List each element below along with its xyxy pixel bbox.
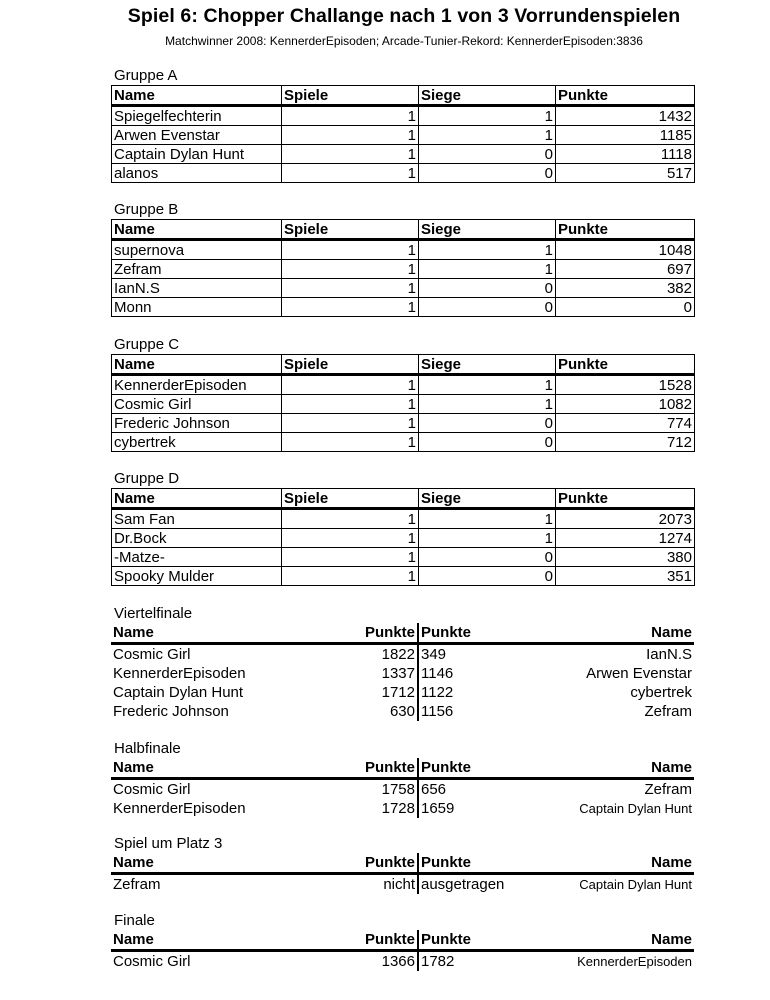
player-name: IanN.S <box>112 279 282 298</box>
header-name-right: Name <box>555 758 694 779</box>
player-left-name: KennerderEpisoden <box>113 800 246 817</box>
games-value: 1 <box>282 395 419 414</box>
group-section <box>111 336 694 452</box>
group-label: Gruppe C <box>114 336 180 353</box>
knockout-table <box>111 930 694 971</box>
points-value: 2073 <box>556 509 695 529</box>
wins-value: 1 <box>419 509 556 529</box>
group-header-row <box>112 489 695 509</box>
player-name: alanos <box>112 164 282 183</box>
header-name-left: Name <box>111 623 281 644</box>
wins-value: 1 <box>419 395 556 414</box>
wins-value: 1 <box>419 240 556 260</box>
header-points: Punkte <box>556 355 695 375</box>
player-name: KennerderEpisoden <box>112 375 282 395</box>
player-right-points: ausgetragen <box>421 876 505 893</box>
header-name-left: Name <box>111 930 281 951</box>
player-left-points: 1337 <box>281 664 418 683</box>
player-name: Spiegelfechterin <box>112 106 282 126</box>
player-right-name: Zefram <box>644 703 692 720</box>
wins-value: 1 <box>419 126 556 145</box>
points-value: 697 <box>556 260 695 279</box>
wins-value: 0 <box>419 145 556 164</box>
player-name: Sam Fan <box>112 509 282 529</box>
group-header-row <box>112 220 695 240</box>
player-right-name: cybertrek <box>630 684 692 701</box>
player-left-points: 1728 <box>281 799 418 818</box>
player-name: Captain Dylan Hunt <box>112 145 282 164</box>
points-value: 0 <box>556 298 695 317</box>
match-row <box>111 951 694 972</box>
header-wins: Siege <box>419 220 556 240</box>
games-value: 1 <box>282 567 419 586</box>
player-right-name: Captain Dylan Hunt <box>579 877 692 892</box>
match-row <box>111 683 694 702</box>
table-row <box>112 529 695 548</box>
player-left-name: Cosmic Girl <box>113 781 191 798</box>
games-value: 1 <box>282 106 419 126</box>
player-name: Cosmic Girl <box>112 395 282 414</box>
header-points-right: Punkte <box>418 623 555 644</box>
knockout-section <box>111 605 694 721</box>
header-name-left: Name <box>111 853 281 874</box>
header-points-left: Punkte <box>281 623 418 644</box>
match-row <box>111 664 694 683</box>
group-table <box>111 354 695 452</box>
table-row <box>112 414 695 433</box>
wins-value: 0 <box>419 567 556 586</box>
header-name: Name <box>112 220 282 240</box>
header-name: Name <box>112 489 282 509</box>
games-value: 1 <box>282 529 419 548</box>
match-row <box>111 874 694 895</box>
header-points-left: Punkte <box>281 758 418 779</box>
player-name: Zefram <box>112 260 282 279</box>
knockout-header-row <box>111 853 694 874</box>
header-games: Spiele <box>282 489 419 509</box>
wins-value: 1 <box>419 375 556 395</box>
wins-value: 1 <box>419 106 556 126</box>
points-value: 382 <box>556 279 695 298</box>
player-left-name: Cosmic Girl <box>113 953 191 970</box>
games-value: 1 <box>282 548 419 567</box>
player-left-name: Captain Dylan Hunt <box>113 684 244 701</box>
table-row <box>112 433 695 452</box>
points-value: 1048 <box>556 240 695 260</box>
points-value: 1528 <box>556 375 695 395</box>
header-points: Punkte <box>556 86 695 106</box>
wins-value: 0 <box>419 298 556 317</box>
header-points-right: Punkte <box>418 758 555 779</box>
header-games: Spiele <box>282 355 419 375</box>
points-value: 1118 <box>556 145 695 164</box>
table-row <box>112 164 695 183</box>
games-value: 1 <box>282 145 419 164</box>
knockout-header-row <box>111 623 694 644</box>
header-points-right: Punkte <box>418 853 555 874</box>
knockout-table <box>111 853 694 894</box>
group-section <box>111 67 694 183</box>
knockout-section <box>111 912 694 971</box>
group-table <box>111 85 695 183</box>
wins-value: 1 <box>419 260 556 279</box>
header-name-right: Name <box>555 930 694 951</box>
player-left-points: 1712 <box>281 683 418 702</box>
group-header-row <box>112 355 695 375</box>
player-left-points: nicht <box>281 874 418 895</box>
player-right-name: Captain Dylan Hunt <box>579 801 692 816</box>
player-right-name: Arwen Evenstar <box>586 665 692 682</box>
player-left-name: Cosmic Girl <box>113 646 191 663</box>
knockout-header-row <box>111 930 694 951</box>
player-left-name: Frederic Johnson <box>113 703 229 720</box>
points-value: 517 <box>556 164 695 183</box>
header-points: Punkte <box>556 220 695 240</box>
player-right-points: 1146 <box>421 665 454 682</box>
player-right-points: 349 <box>421 646 447 663</box>
header-points-left: Punkte <box>281 853 418 874</box>
points-value: 1274 <box>556 529 695 548</box>
player-right-points: 656 <box>421 781 447 798</box>
games-value: 1 <box>282 414 419 433</box>
wins-value: 0 <box>419 164 556 183</box>
group-section <box>111 201 694 317</box>
round-label: Spiel um Platz 3 <box>114 835 223 852</box>
player-right-points: 1659 <box>421 800 455 817</box>
player-name: cybertrek <box>112 433 282 452</box>
table-row <box>112 279 695 298</box>
header-name: Name <box>112 86 282 106</box>
knockout-header-row <box>111 758 694 779</box>
points-value: 380 <box>556 548 695 567</box>
table-row <box>112 126 695 145</box>
table-row <box>112 145 695 164</box>
table-row <box>112 240 695 260</box>
table-row <box>112 509 695 529</box>
player-name: supernova <box>112 240 282 260</box>
games-value: 1 <box>282 126 419 145</box>
player-left-name: Zefram <box>113 876 161 893</box>
header-name: Name <box>112 355 282 375</box>
player-right-points: 1156 <box>421 703 454 720</box>
match-row <box>111 779 694 800</box>
player-name: -Matze- <box>112 548 282 567</box>
table-row <box>112 260 695 279</box>
points-value: 351 <box>556 567 695 586</box>
table-row <box>112 567 695 586</box>
games-value: 1 <box>282 240 419 260</box>
wins-value: 0 <box>419 433 556 452</box>
wins-value: 0 <box>419 548 556 567</box>
match-row <box>111 644 694 665</box>
table-row <box>112 395 695 414</box>
knockout-table <box>111 758 694 818</box>
header-points: Punkte <box>556 489 695 509</box>
points-value: 774 <box>556 414 695 433</box>
table-row <box>112 298 695 317</box>
group-table <box>111 488 695 586</box>
group-label: Gruppe A <box>114 67 178 84</box>
games-value: 1 <box>282 433 419 452</box>
player-right-name: KennerderEpisoden <box>577 954 692 969</box>
games-value: 1 <box>282 509 419 529</box>
knockout-section <box>111 740 694 818</box>
table-row <box>112 106 695 126</box>
games-value: 1 <box>282 375 419 395</box>
page-title: Spiel 6: Chopper Challange nach 1 von 3 Vorrundenspielen <box>127 5 681 27</box>
player-right-points: 1782 <box>421 953 455 970</box>
match-row <box>111 702 694 721</box>
points-value: 1185 <box>556 126 695 145</box>
group-label: Gruppe B <box>114 201 179 218</box>
wins-value: 0 <box>419 279 556 298</box>
points-value: 712 <box>556 433 695 452</box>
player-left-points: 1366 <box>281 951 418 972</box>
player-name: Frederic Johnson <box>112 414 282 433</box>
player-left-points: 630 <box>281 702 418 721</box>
header-points-right: Punkte <box>418 930 555 951</box>
points-value: 1082 <box>556 395 695 414</box>
group-table <box>111 219 695 317</box>
round-label: Viertelfinale <box>114 605 193 622</box>
group-header-row <box>112 86 695 106</box>
points-value: 1432 <box>556 106 695 126</box>
player-name: Dr.Bock <box>112 529 282 548</box>
header-wins: Siege <box>419 489 556 509</box>
player-right-name: IanN.S <box>646 646 692 663</box>
player-left-name: KennerderEpisoden <box>113 665 246 682</box>
player-right-name: Zefram <box>644 781 692 798</box>
knockout-table <box>111 623 694 721</box>
header-points-left: Punkte <box>281 930 418 951</box>
header-games: Spiele <box>282 86 419 106</box>
games-value: 1 <box>282 298 419 317</box>
player-name: Spooky Mulder <box>112 567 282 586</box>
header-games: Spiele <box>282 220 419 240</box>
wins-value: 0 <box>419 414 556 433</box>
header-name-right: Name <box>555 623 694 644</box>
knockout-section <box>111 835 694 894</box>
player-name: Monn <box>112 298 282 317</box>
player-left-points: 1822 <box>281 644 418 665</box>
player-right-points: 1122 <box>421 684 454 701</box>
table-row <box>112 375 695 395</box>
match-row <box>111 799 694 818</box>
games-value: 1 <box>282 279 419 298</box>
header-name-right: Name <box>555 853 694 874</box>
group-section <box>111 470 694 586</box>
header-wins: Siege <box>419 86 556 106</box>
header-wins: Siege <box>419 355 556 375</box>
wins-value: 1 <box>419 529 556 548</box>
round-label: Finale <box>114 912 155 929</box>
page-subtitle: Matchwinner 2008: KennerderEpisoden; Arcade-Tunier-Rekord: KennerderEpisoden:3836 <box>165 34 643 48</box>
player-name: Arwen Evenstar <box>112 126 282 145</box>
player-left-points: 1758 <box>281 779 418 800</box>
round-label: Halbfinale <box>114 740 181 757</box>
header-name-left: Name <box>111 758 281 779</box>
games-value: 1 <box>282 260 419 279</box>
group-label: Gruppe D <box>114 470 180 487</box>
games-value: 1 <box>282 164 419 183</box>
table-row <box>112 548 695 567</box>
